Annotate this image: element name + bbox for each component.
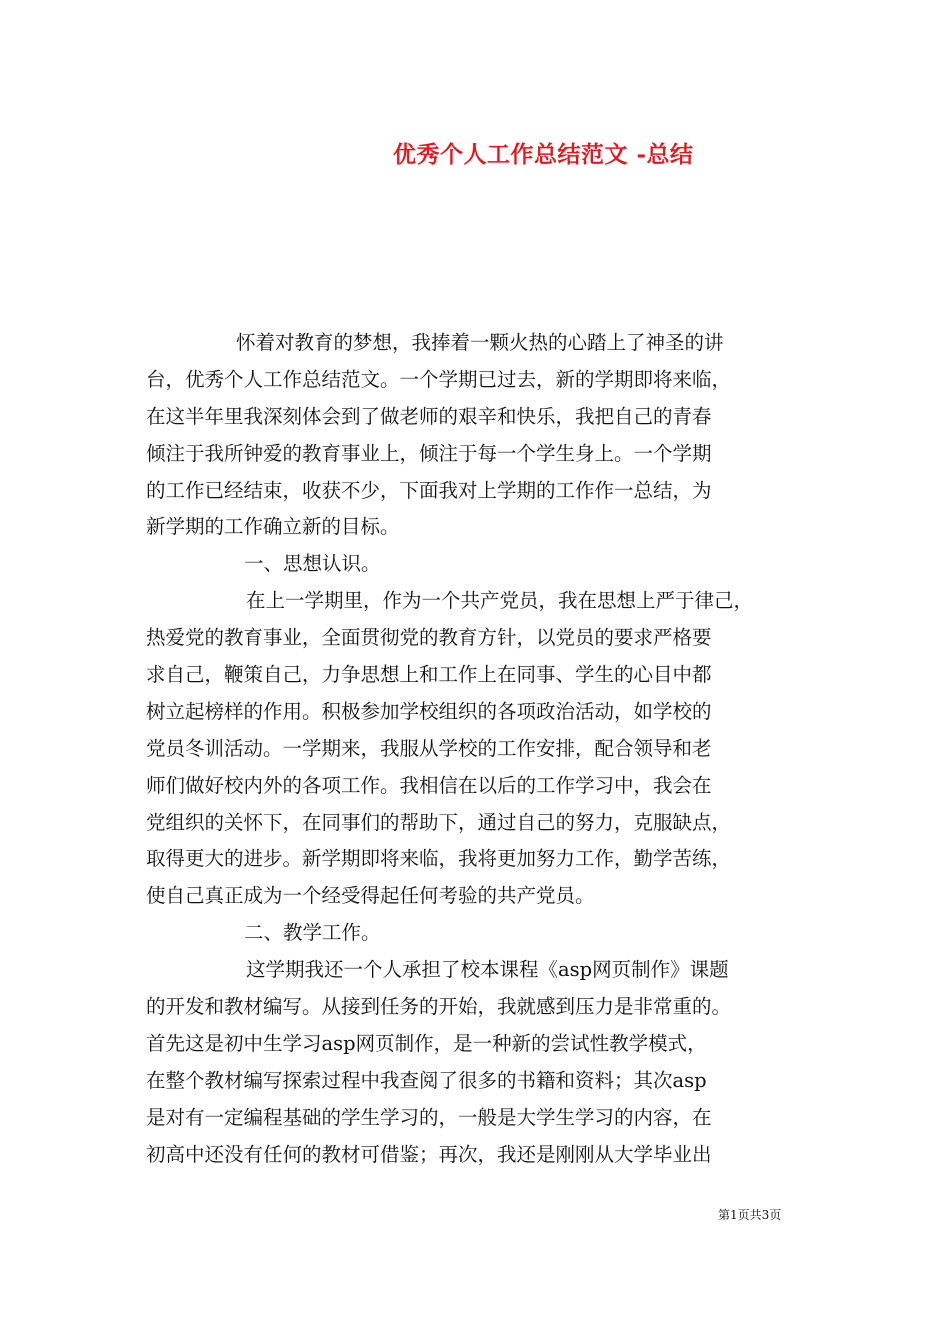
paragraph-line: 首先这是初中生学习asp网页制作，是一种新的尝试性教学模式， <box>146 1031 707 1055</box>
section-heading: 二、教学工作。 <box>244 921 381 945</box>
paragraph-line: 是对有一定编程基础的学生学习的，一般是大学生学习的内容，在 <box>146 1105 712 1129</box>
paragraph-line: 求自己，鞭策自己，力争思想上和工作上在同事、学生的心目中都 <box>146 663 712 687</box>
paragraph-line: 使自己真正成为一个经受得起任何考验的共产党员。 <box>146 884 595 908</box>
paragraph-line: 这学期我还一个人承担了校本课程《asp网页制作》课题 <box>246 958 729 982</box>
paragraph-line: 初高中还没有任何的教材可借鉴；再次，我还是刚刚从大学毕业出 <box>146 1142 712 1166</box>
paragraph-line: 热爱党的教育事业，全面贯彻党的教育方针，以党员的要求严格要 <box>146 626 712 650</box>
paragraph-line: 新学期的工作确立新的目标。 <box>146 515 400 539</box>
document-body <box>146 325 826 1173</box>
paragraph-line: 倾注于我所钟爱的教育事业上，倾注于每一个学生身上。一个学期 <box>146 441 712 465</box>
paragraph-line: 在整个教材编写探索过程中我查阅了很多的书籍和资料；其次asp <box>146 1068 707 1092</box>
paragraph-line: 党组织的关怀下，在同事们的帮助下，通过自己的努力，克服缺点， <box>146 810 732 834</box>
paragraph-line: 在这半年里我深刻体会到了做老师的艰辛和快乐，我把自己的青春 <box>146 404 712 428</box>
paragraph-line: 台，优秀个人工作总结范文。一个学期已过去，新的学期即将来临， <box>146 367 732 391</box>
document-title: 优秀个人工作总结范文 -总结 <box>393 141 694 168</box>
paragraph-line: 的工作已经结束，收获不少，下面我对上学期的工作作一总结，为 <box>146 478 712 502</box>
paragraph-line: 树立起榜样的作用。积极参加学校组织的各项政治活动，如学校的 <box>146 699 712 723</box>
section-heading: 一、思想认识。 <box>244 552 381 576</box>
paragraph-line: 的开发和教材编写。从接到任务的开始，我就感到压力是非常重的。 <box>146 995 732 1019</box>
paragraph-line: 取得更大的进步。新学期即将来临，我将更加努力工作，勤学苦练， <box>146 847 732 871</box>
page-number: 第1页共3页 <box>718 1208 782 1222</box>
paragraph-line: 怀着对教育的梦想，我捧着一颗火热的心踏上了神圣的讲 <box>236 331 724 354</box>
paragraph-line: 党员冬训活动。一学期来，我服从学校的工作安排，配合领导和老 <box>146 736 712 760</box>
paragraph-line: 在上一学期里，作为一个共产党员，我在思想上严于律己， <box>246 589 754 613</box>
paragraph-line: 师们做好校内外的各项工作。我相信在以后的工作学习中，我会在 <box>146 773 712 797</box>
